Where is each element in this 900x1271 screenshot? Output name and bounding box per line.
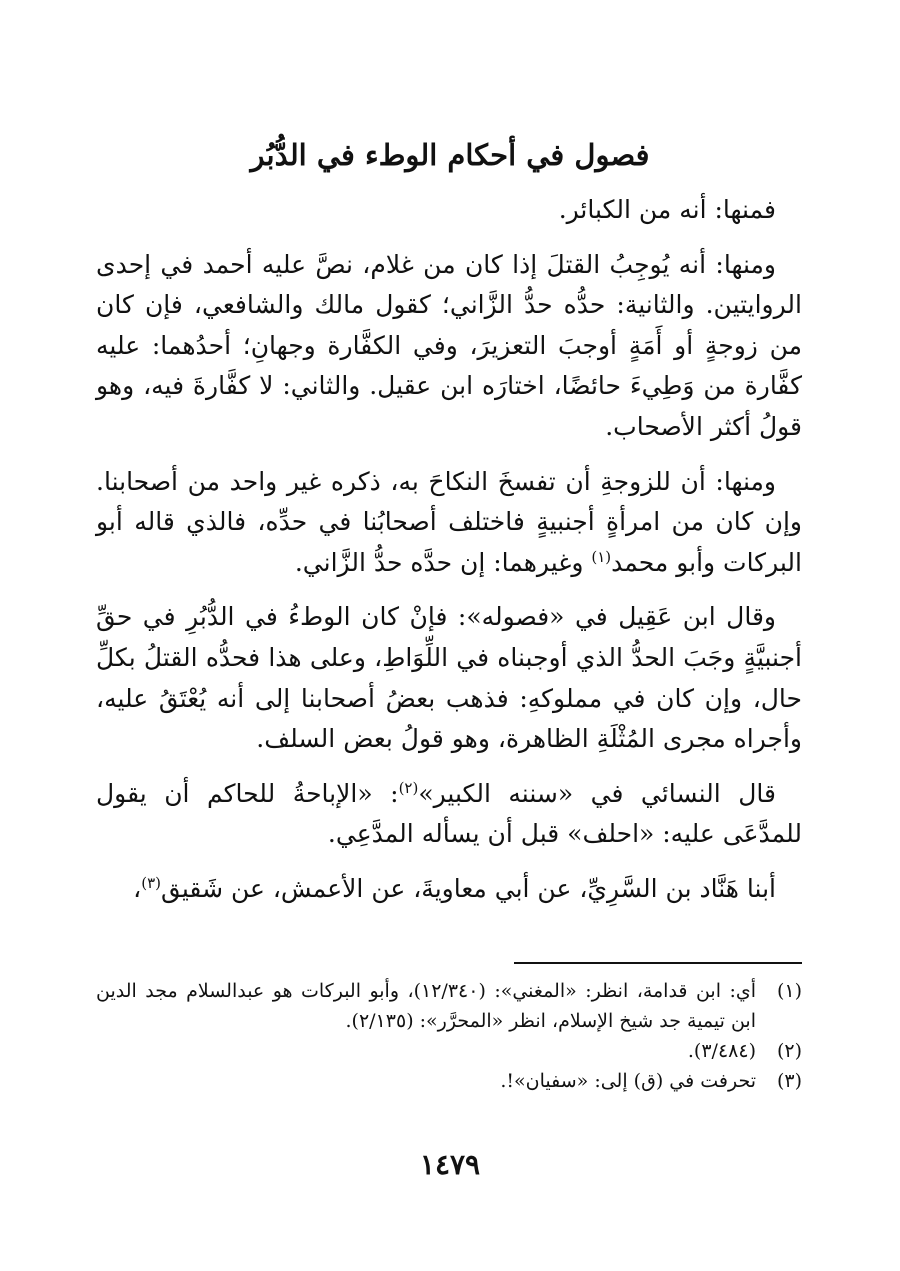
main-text	[96, 190, 802, 924]
footnote-number: (١)	[776, 980, 802, 1002]
paragraph	[96, 190, 802, 231]
footnote-item	[96, 1036, 802, 1066]
paragraph	[96, 774, 802, 855]
paragraph	[96, 245, 802, 448]
paragraph-text: قال النسائي في «سننه الكبير»	[418, 778, 776, 808]
paragraph-text: وقال ابن عَقِيل في «فصوله»: فإنْ كان الوطءُ في الدُّبُرِ في حقِّ أجنبيَّةٍ وجَبَ الحدُّ الذي أوجبناه في اللِّوَاطِ، وعلى هذا فحدُّه القتلُ بكلِّ حال، وإن كان في مملوكهِ: فذهب بعضُ أصحابنا إلى أنه يُعْتَقُ عليه، وأجراه مجرى المُثْلَةِ الظاهرة، وهو قولُ بعض السلف.	[96, 602, 802, 754]
footnote-text: أي: ابن قدامة، انظر: «المغني»: (١٢/٣٤٠)، وأبو البركات هو عبدالسلام مجد الدين ابن تيمية جد شيخ الإسلام، انظر «المحرَّر»: (٢/١٣٥).	[96, 980, 756, 1032]
footnote-marker[interactable]: (٢)	[398, 778, 419, 797]
footnote-marker[interactable]: (١)	[591, 547, 612, 566]
paragraph-text-tail: وغيرهما: إن حدَّه حدُّ الزَّاني.	[294, 547, 592, 577]
footnote-text: تحرفت في (ق) إلى: «سفيان»!.	[500, 1070, 756, 1092]
paragraph-text: أبنا هَنَّاد بن السَّرِيِّ، عن أبي معاويةَ، عن الأعمش، عن شَقيق	[161, 873, 776, 903]
paragraph	[96, 869, 802, 910]
footnote-marker[interactable]: (٣)	[141, 873, 162, 892]
paragraph-text: ومنها: أن للزوجةِ أن تفسخَ النكاحَ به، ذكره غير واحد من أصحابنا. وإن كان من امرأةٍ أجنبيةٍ فاختلف أصحابُنا في حدِّه، فالذي قاله أبو البركات وأبو محمد	[96, 466, 802, 577]
paragraph	[96, 462, 802, 584]
page-number: ١٤٧٩	[419, 1148, 481, 1181]
paragraph-text: ومنها: أنه يُوجِبُ القتلَ إذا كان من غلام، نصَّ عليه أحمد في إحدى الروايتين. والثانية: حدُّه حدُّ الزَّاني؛ كقول مالك والشافعي، فإن كان من زوجةٍ أو أَمَةٍ أوجبَ التعزيرَ، وفي الكفَّارة وجهانِ؛ أحدُهما: عليه كفَّارة من وَطِيءَ حائضًا، اختارَه ابن عقيل. والثاني: لا كفَّارةَ فيه، وهو قولُ أكثر الأصحاب.	[96, 249, 802, 441]
paragraph-text-tail: : «الإباحةُ للحاكم أن يقول للمدَّعَى عليه: «احلف» قبل أن يسأله المدَّعِي.	[96, 778, 802, 849]
footnote-item	[96, 976, 802, 1036]
paragraph	[96, 597, 802, 759]
footnote-text: (٣/٤٨٤).	[687, 1040, 756, 1062]
footnote-number: (٢)	[776, 1040, 802, 1062]
paragraph-text-tail: ،	[133, 873, 142, 903]
footnote-number: (٣)	[776, 1070, 802, 1092]
footnotes	[96, 976, 802, 1096]
paragraph-text: فمنها: أنه من الكبائر.	[558, 195, 776, 224]
chapter-title: فصول في أحكام الوطء في الدُّبُر	[250, 138, 650, 172]
footnote-separator	[514, 962, 802, 964]
footnote-item	[96, 1066, 802, 1096]
